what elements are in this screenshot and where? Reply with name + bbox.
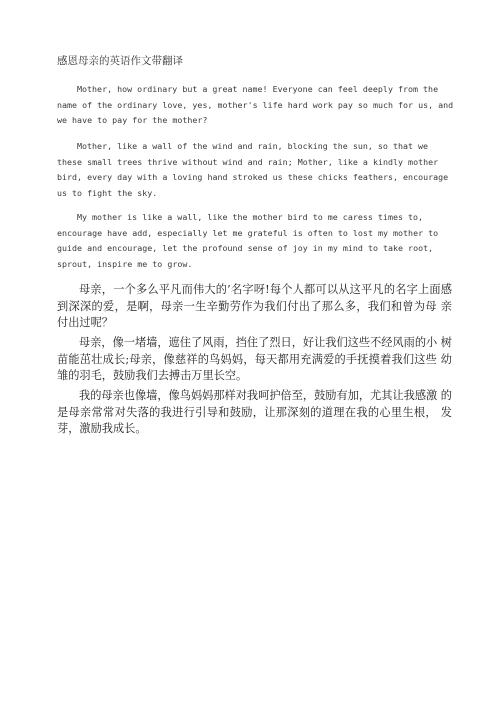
english-paragraph-1: Mother, how ordinary but a great name! Everyone can feel deeply from the name of the ordinary love, yes, mother's life hard work pay so much for us, and we have to pay for the mother? bbox=[57, 84, 454, 125]
english-paragraph-2: Mother, like a wall of the wind and rain, blocking the sun, so that we these small trees thrive without wind and rain; Mother, like a kindly mother bird, every day with a loving hand stroked us these chicks feathers, encourage us to fight the sky. bbox=[57, 141, 449, 198]
english-paragraph-3: My mother is like a wall, like the mother bird to me caress times to, encourage have add, especially let me grateful is often to lost my mother to guide and encourage, let the profound sense of joy in my mind to take root, sprout, inspire me to grow. bbox=[57, 212, 439, 269]
chinese-paragraph-2: 母亲，像一堵墙，遮住了风雨，挡住了烈日，好让我们这些不经风雨的小 树苗能茁壮成长;母亲，像慈祥的鸟妈妈，每天都用充满爱的手抚摸着我们这些 幼雏的羽毛，鼓励我们去搏击万里长空。 bbox=[57, 336, 452, 382]
chinese-paragraph-3: 我的母亲也像墙，像鸟妈妈那样对我呵护倍至，鼓励有加，尤其让我感激 的是母亲常常对失落的我进行引导和鼓励，让那深刻的道理在我的心里生根， 发芽，激励我成长。 bbox=[57, 389, 452, 435]
chinese-paragraph-1: 母亲，一个多么平凡而伟大的’名字呀!每个人都可以从这平凡的名字上面感到深深的爱，是啊，母亲一生辛勤劳作为我们付出了那么多，我们和曾为母 亲付出过呢？ bbox=[57, 283, 452, 329]
document-title: 感恩母亲的英语作文带翻译 bbox=[57, 55, 183, 67]
